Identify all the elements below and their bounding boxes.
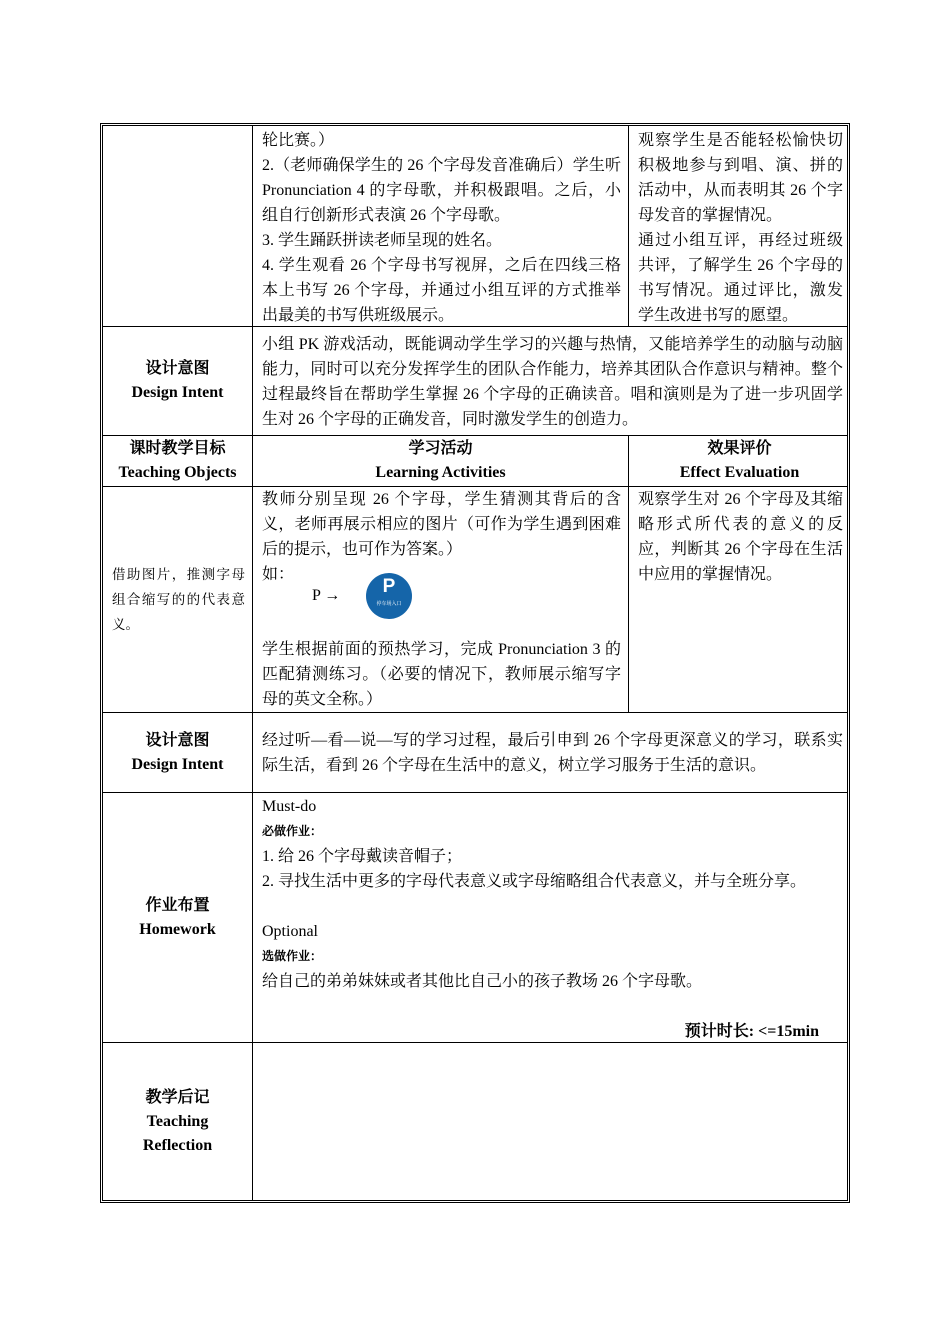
design-intent-paragraph: 经过听—看—说—写的学习过程，最后引申到 26 个字母更深意义的学习，联系实际生活，看到 26 个字母在生活中的意义，树立学习服务于生活的意识。: [262, 732, 843, 774]
evaluation-text: 观察学生是否能轻松愉快切积极地参与到唱、演、拼的活动中，从而表明其 26 个字母发音的掌握情况。: [638, 132, 843, 224]
activities-cell: [253, 126, 628, 326]
estimated-time: 预计时长: <=15min: [684, 1023, 819, 1040]
activity-after: 学生根据前面的预热学习，完成 Pronunciation 3 的匹配猜测练习。（必要的情况下，教师展示缩写字母的英文全称。）: [262, 641, 621, 708]
activity-intro: 教师分别呈现 26 个字母，学生猜测其背后的含义，老师再展示相应的图片（可作为学生遇到困难后的提示，也可作为答案。）: [262, 491, 621, 558]
label-en: Design Intent: [131, 384, 224, 401]
reflection-row: [103, 1043, 847, 1200]
activity-row-continued: [103, 126, 847, 327]
label-cn: 设计意图: [145, 360, 210, 377]
design-intent-label: [103, 713, 252, 792]
must-do-cn: 必做作业：: [262, 824, 323, 838]
parking-caption: 停车场入口: [376, 601, 402, 607]
activity-row: [103, 487, 847, 713]
activity-text: 4. 学生观看 26 个字母书写视屏，之后在四线三格本上书写 26 个字母，并通过小组互评的方式推举出最美的书写供班级展示。: [262, 257, 621, 324]
activity-text: 3. 学生踊跃拼读老师呈现的姓名。: [262, 232, 503, 249]
activities-cell: [253, 487, 628, 712]
homework-row: [103, 793, 847, 1043]
evaluation-cell: [629, 126, 850, 326]
evaluation-text: 通过小组互评，再经过班级共评，了解学生 26 个字母的书写情况。通过评比，激发学生改进书写的愿望。: [638, 232, 843, 324]
header-cn: 学习活动: [408, 440, 473, 457]
header-en: Effect Evaluation: [679, 464, 800, 481]
optional-cn: 选做作业：: [262, 949, 323, 963]
evaluation-cell: [629, 487, 850, 712]
must-do-item: 2. 寻找生活中更多的字母代表意义或字母缩略组合代表意义，并与全班分享。: [262, 873, 807, 890]
must-do-heading: Must-do: [262, 798, 317, 815]
activity-text: 2.（老师确保学生的 26 个字母发音准确后）学生听 Pronunciation 4 的字母歌，并积极跟唱。之后，小组自行创新形式表演 26 个字母歌。: [262, 157, 621, 224]
label-en: Teaching: [146, 1112, 209, 1130]
parking-sign-icon: [366, 573, 412, 619]
objective-cell: [103, 487, 252, 712]
must-do-item: 1. 给 26 个字母戴读音帽子；: [262, 848, 463, 865]
label-en: Reflection: [142, 1136, 213, 1154]
lesson-plan-table: [100, 123, 850, 1203]
label-en: Design Intent: [131, 755, 224, 773]
example-letter: P →: [312, 587, 341, 604]
design-intent-label: [103, 327, 252, 435]
header-cn: 课时教学目标: [129, 440, 226, 457]
homework-content: [253, 793, 850, 1042]
label-cn: 设计意图: [145, 731, 210, 749]
homework-label: [103, 793, 252, 1042]
design-intent-paragraph: 小组 PK 游戏活动，既能调动学生学习的兴趣与热情，又能培养学生的动脑与动脑能力，同时可以充分发挥学生的团队合作能力，培养其团队合作意识与精神。整个过程最终旨在帮助学生掌握 26 个字母的正确读音。唱和演则是为了进一步巩固学生对 26 个字母的正确发音，同时激发学生的创造力。: [262, 336, 843, 428]
header-en: Teaching Objects: [118, 464, 237, 481]
table-header-row: [103, 436, 847, 487]
evaluation-text: 观察学生对 26 个字母及其缩略形式所代表的意义的反应，判断其 26 个字母在生活中应用的掌握情况。: [638, 491, 843, 583]
label-cn: 教学后记: [145, 1088, 210, 1106]
reflection-content: [253, 1043, 850, 1200]
optional-heading: Optional: [262, 923, 318, 940]
label-en: Homework: [139, 920, 216, 938]
header-cn: 效果评价: [707, 440, 772, 457]
reflection-label: [103, 1043, 252, 1200]
example-label: 如：: [262, 566, 295, 583]
header-objectives: [103, 436, 252, 486]
design-intent-row: [103, 327, 847, 436]
objective-text: 借助图片，推测字母组合缩写的的代表意义。: [112, 567, 245, 632]
parking-letter: P: [382, 576, 396, 597]
design-intent-text: [253, 713, 850, 792]
label-cn: 作业布置: [145, 896, 210, 914]
optional-item: 给自己的弟弟妹妹或者其他比自己小的孩子教场 26 个字母歌。: [262, 973, 703, 990]
design-intent-text: [253, 327, 850, 435]
header-en: Learning Activities: [375, 464, 506, 481]
activity-text: 轮比赛。）: [262, 132, 335, 149]
header-evaluation: [629, 436, 850, 486]
example-line: [262, 576, 621, 637]
design-intent-row: [103, 713, 847, 793]
header-activities: [253, 436, 628, 486]
